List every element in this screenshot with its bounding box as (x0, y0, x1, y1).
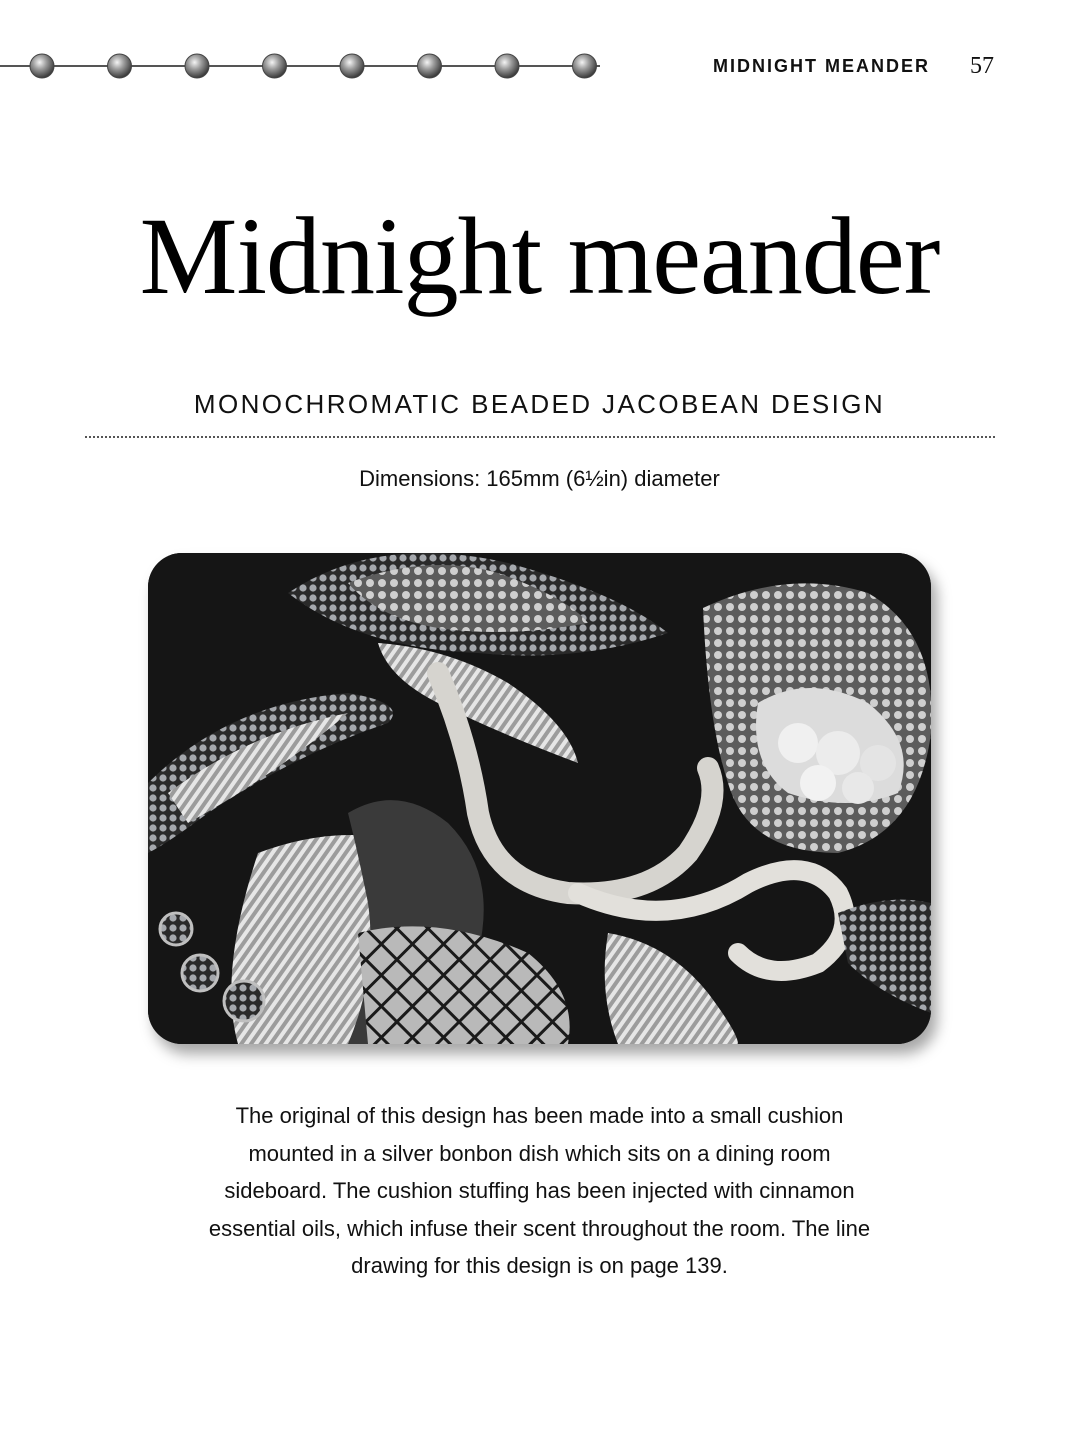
embroidery-photo (148, 553, 931, 1044)
bead-icon (185, 54, 209, 78)
running-head: MIDNIGHT MEANDER (713, 56, 930, 76)
dimensions-text: Dimensions: 165mm (6½in) diameter (359, 466, 720, 491)
bead-icon (495, 54, 519, 78)
page-title: Midnight meander (139, 195, 940, 317)
page-subtitle: MONOCHROMATIC BEADED JACOBEAN DESIGN (193, 389, 886, 419)
bead-icon (263, 54, 287, 78)
bead-icon (340, 54, 364, 78)
body-paragraph: The original of this design has been made into a small cushion mounted in a silver bonbon dish which sits on a dining room sideboard. The cushion stuffing has been injected with cinnamon essential oils, which infuse their scent throughout the room. The line drawing for this design is on page 139. (208, 1103, 871, 1279)
page-number: 57 (970, 53, 994, 79)
bead-icon (418, 54, 442, 78)
bead-icon (108, 54, 132, 78)
bead-icon (30, 54, 54, 78)
beaded-thread-icon (0, 44, 610, 88)
bead-icon (573, 54, 597, 78)
dotted-divider (85, 436, 995, 438)
